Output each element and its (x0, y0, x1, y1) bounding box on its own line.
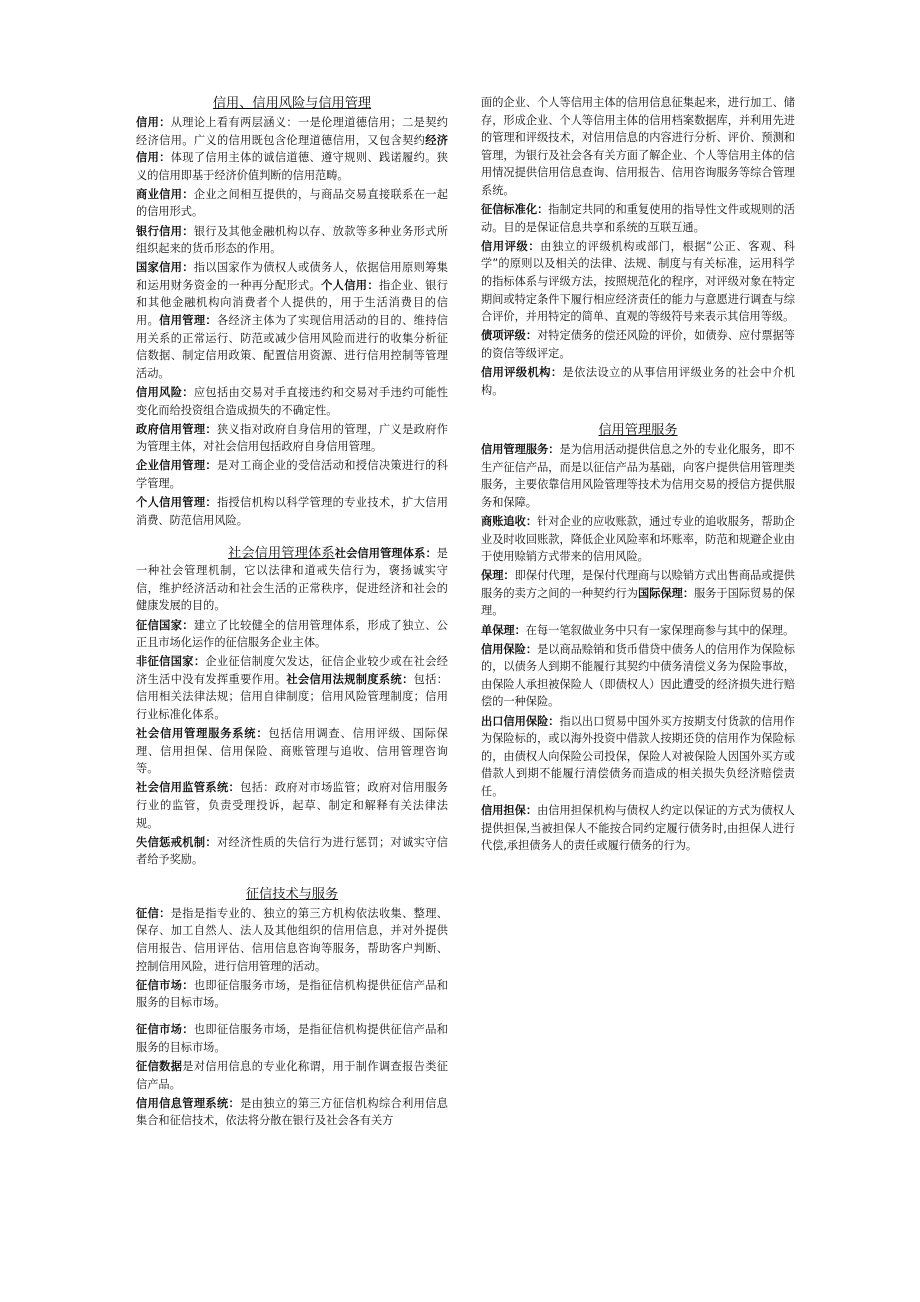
definition: 是依法设立的从事信用评级业务的社会中介机构。 (481, 365, 795, 397)
term: 信用担保： (481, 803, 538, 817)
paragraph-government-credit-management (136, 421, 448, 456)
term: 企业信用管理： (136, 459, 217, 473)
definition: 体现了信用主体的诚信道德、遵守规则、践诺履约。狭义的信用即基于经济价值判断的信用范畴。 (136, 151, 448, 182)
paragraph-credit-info-system-continued (481, 94, 795, 200)
paragraph-credit-service-system (136, 725, 448, 778)
paragraph-credit (136, 114, 448, 184)
term: 征信： (136, 906, 171, 920)
definition: 应包括由交易对手直接违约和交易对手违约可能性变化而给投资组合造成损失的不确定性。 (136, 385, 448, 417)
definition: 由独立的评级机构或部门，根据“公正、客观、科学”的原则以及相关的法律、法规、制度与有关标准，运用科学的指标体系与评级方法，按照规范化的程序，对评级对象在特定期间或特定条件下履行相应经济责任的能力与意愿进行调查与综合评价，并用特定的简单、直观的等级符号来表示其信用等级。 (481, 239, 795, 324)
paragraph-factoring (481, 567, 795, 620)
definition: 服务于国际贸易的保理。 (481, 586, 795, 618)
term: 信用保险： (481, 642, 538, 656)
definition: 由信用担保机构与债权人约定以保证的方式为债权人提供担保,当被担保人不能按合同约定履行债务时,由担保人进行代偿,承担债务人的责任或履行债务的行为。 (481, 803, 795, 853)
term: 国家信用： (136, 261, 194, 275)
term: 信用管理服务： (481, 443, 560, 457)
definition: 银行及其他金融机构以存、放款等多种业务形式所组织起来的货币形态的作用。 (136, 224, 448, 256)
definition: 各经济主体为了实现信用活动的目的、维持信用关系的正常运行、防范或减少信用风险而进行的收集分析征信数据、制定信用政策、配置信用资源、进行信用控制等管理活动。 (136, 314, 448, 380)
term: 征信市场： (136, 978, 194, 992)
term: 信用信息管理系统： (136, 1096, 241, 1110)
definition: 狭义指对政府自身信用的管理，广义是政府作为管理主体，对社会信用包括政府自身信用管理。 (136, 422, 448, 454)
paragraph-national-credit (136, 259, 448, 382)
definition: 是对信用信息的专业化称谓，用于制作调查报告类征信产品。 (136, 1060, 448, 1091)
definition: 包括：信用相关法律法规；信用自律制度；信用风险管理制度；信用行业标准化体系。 (136, 672, 448, 721)
definition: 是对工商企业的受信活动和授信决策进行的科学管理。 (136, 459, 448, 490)
term: 政府信用管理： (136, 422, 217, 436)
term: 信用管理： (159, 314, 217, 328)
paragraph-credit-rating (481, 238, 795, 326)
term: 信用： (136, 116, 171, 129)
paragraph-commercial-credit (136, 186, 448, 221)
term: 出口信用保险： (481, 714, 560, 728)
term: 征信数据 (136, 1060, 183, 1074)
definition: 即保付代理，是保付代理商与以赊销方式出售商品或提供服务的卖方之间的一种契约行为 (481, 569, 795, 600)
section-title-credit-management-service: 信用管理服务 (598, 423, 678, 439)
definition: 企业征信制度欠发达，征信企业较少或在社会经济生活中没有发挥重要作用。 (136, 655, 448, 686)
term: 征信市场： (136, 1023, 194, 1037)
definition: 指企业、银行和其他金融机构向消费者个人提供的，用于生活消费目的信用。 (136, 278, 448, 328)
term: 社会信用管理体系： (334, 546, 437, 560)
definition: 也即征信服务市场，是指征信机构提供征信产品和服务的目标市场。 (136, 978, 448, 1010)
paragraph-credit-market (136, 977, 448, 1012)
definition: 企业之间相互提供的，与商品交易直接联系在一起的信用形式。 (136, 187, 448, 219)
term: 国际保理： (638, 586, 695, 600)
paragraph-dishonesty-punishment (136, 834, 448, 869)
term: 失信惩戒机制： (136, 835, 217, 849)
term: 社会信用法规制度系统： (286, 672, 414, 686)
term: 征信标准化： (481, 203, 549, 217)
term: 社会信用监管系统： (136, 781, 241, 795)
term: 征信国家： (136, 618, 194, 632)
paragraph-credit-guarantee (481, 802, 795, 855)
definition: 面的企业、个人等信用主体的信用信息征集起来，进行加工、储存，形成企业、个人等信用主体的信用档案数据库，并利用先进的管理和评级技术，对信用信息的内容进行分析、评价、预测和管理，为银行及社会各有关方面了解企业、个人等信用主体的信用情况提供信用信息查询、信用报告、信用咨询服务等综合管理系统。 (481, 96, 795, 197)
term: 非征信国家： (136, 655, 206, 669)
definition: 在每一笔叙做业务中只有一家保理商参与其中的保理。 (525, 623, 795, 637)
paragraph-credit-management-service (481, 441, 795, 511)
definition: 是由独立的第三方征信机构综合利用信息集合和征信技术，依法将分散在银行及社会各有关方 (136, 1096, 448, 1128)
term: 社会信用管理服务系统： (136, 727, 269, 741)
term: 经济信用： (136, 133, 448, 165)
term: 商账追收： (481, 514, 538, 528)
paragraph-personal-credit-management (136, 494, 448, 529)
paragraph-non-credit-reporting-country (136, 653, 448, 723)
left-column (136, 94, 448, 1131)
paragraph-credit-info-system (136, 1095, 448, 1130)
term: 信用评级： (481, 239, 541, 253)
paragraph-single-factoring (481, 622, 795, 640)
paragraph-debt-rating (481, 327, 795, 362)
term: 商业信用： (136, 187, 194, 201)
definition: 是以商品赊销和货币借贷中债务人的信用作为保险标的，以债务人到期不能履行其契约中债务清偿义务为保险事故，由保险人承担被保险人（即债权人）因此遭受的经济损失进行赔偿的一种保险。 (481, 642, 795, 709)
definition: 包括：政府对市场监管；政府对信用服务行业的监管，负责受理投诉，起草、制定和解释有关法律法规。 (136, 781, 448, 830)
paragraph-credit-insurance (481, 641, 795, 711)
paragraph-debt-collection (481, 513, 795, 566)
definition: 指授信机构以科学管理的专业技术，扩大信用消费、防范信用风险。 (136, 495, 448, 527)
term: 银行信用： (136, 224, 194, 238)
paragraph-credit-standardization (481, 201, 795, 236)
definition: 包括信用调查、信用评级、国际保理、信用担保、信用保险、商账管理与追收、信用管理咨询等。 (136, 727, 448, 776)
term: 个人信用： (321, 278, 379, 292)
definition: 对特定债务的偿还风险的评价，如债券、应付票据等的资信等级评定。 (481, 329, 795, 360)
definition: 指以国家作为债权人或债务人，依据信用原则筹集和运用财务资金的一种再分配形式。 (136, 261, 448, 292)
paragraph-credit-reporting-country (136, 617, 448, 652)
definition: 建立了比较健全的信用管理体系，形成了独立、公正且市场化运作的征信服务企业主体。 (136, 618, 448, 650)
section-title-social-credit-system: 社会信用管理体系 (228, 545, 335, 561)
definition: 指以出口贸易中国外买方按期支付货款的信用作为保险标的，或以海外投资中借款人按期还贷的信用作为保险标的，由债权人向保险公司投保，保险人对被保险人因国外买方或借款人到期不能履行清偿债务而造成的相关损失负经济赔偿责任。 (481, 714, 795, 798)
paragraph-credit-reporting (136, 905, 448, 975)
paragraph-credit-market-repeat (136, 1021, 448, 1056)
paragraph-credit-supervision-system (136, 779, 448, 832)
paragraph-rating-agency (481, 364, 795, 399)
paragraph-social-credit-system (136, 545, 448, 615)
definition: 对经济性质的失信行为进行惩罚；对诚实守信者给予奖励。 (136, 835, 448, 867)
definition: 也即征信服务市场，是指征信机构提供征信产品和服务的目标市场。 (136, 1023, 448, 1054)
section-title-credit-reporting: 征信技术与服务 (245, 886, 339, 902)
term: 保理： (481, 569, 515, 583)
definition: 指制定共同的和重复使用的指导性文件或规则的活动。目的是保证信息共享和系统的互联互通。 (481, 203, 795, 234)
right-column (481, 94, 795, 856)
section-title-credit-risk-management: 信用、信用风险与信用管理 (212, 96, 372, 111)
spacer (136, 531, 448, 545)
definition: 从理论上看有两层涵义：一是伦理道德信用；二是契约经济信用。广义的信用既包含伦理道德信用，又包含契约 (136, 116, 448, 147)
definition: 是为信用活动提供信息之外的专业化服务，即不生产征信产品，而是以征信产品为基础，向客户提供信用管理类服务，主要依靠信用风险管理等技术为信用交易的授信方提供服务和保障。 (481, 443, 795, 509)
term: 信用风险： (136, 385, 194, 399)
definition: 是一种社会管理机制，它以法律和道戒失信行为，褒扬诚实守信，维护经济活动和社会生活的正常秩序，促进经济和社会的健康发展的目的。 (136, 546, 448, 613)
spacer (136, 1013, 448, 1021)
paragraph-bank-credit (136, 223, 448, 258)
term: 个人信用管理： (136, 495, 217, 509)
paragraph-export-credit-insurance (481, 713, 795, 801)
paragraph-credit-risk (136, 384, 448, 419)
term: 单保理： (481, 623, 526, 637)
definition: 是指是指专业的、独立的第三方机构依法收集、整理、保存、加工自然人、法人及其他组织的信用信息，并对外提供信用报告、信用评估、信用信息咨询等服务，帮助客户判断、控制信用风险，进行信用管理的活动。 (136, 906, 448, 973)
term: 信用评级机构： (481, 365, 563, 379)
paragraph-enterprise-credit-management (136, 457, 448, 492)
definition: 针对企业的应收账款，通过专业的追收服务，帮助企业及时收回账款，降低企业风险率和坏账率，防范和规避企业由于使用赊销方式带来的信用风险。 (481, 514, 795, 564)
paragraph-credit-data (136, 1058, 448, 1093)
term: 债项评级： (481, 329, 538, 343)
